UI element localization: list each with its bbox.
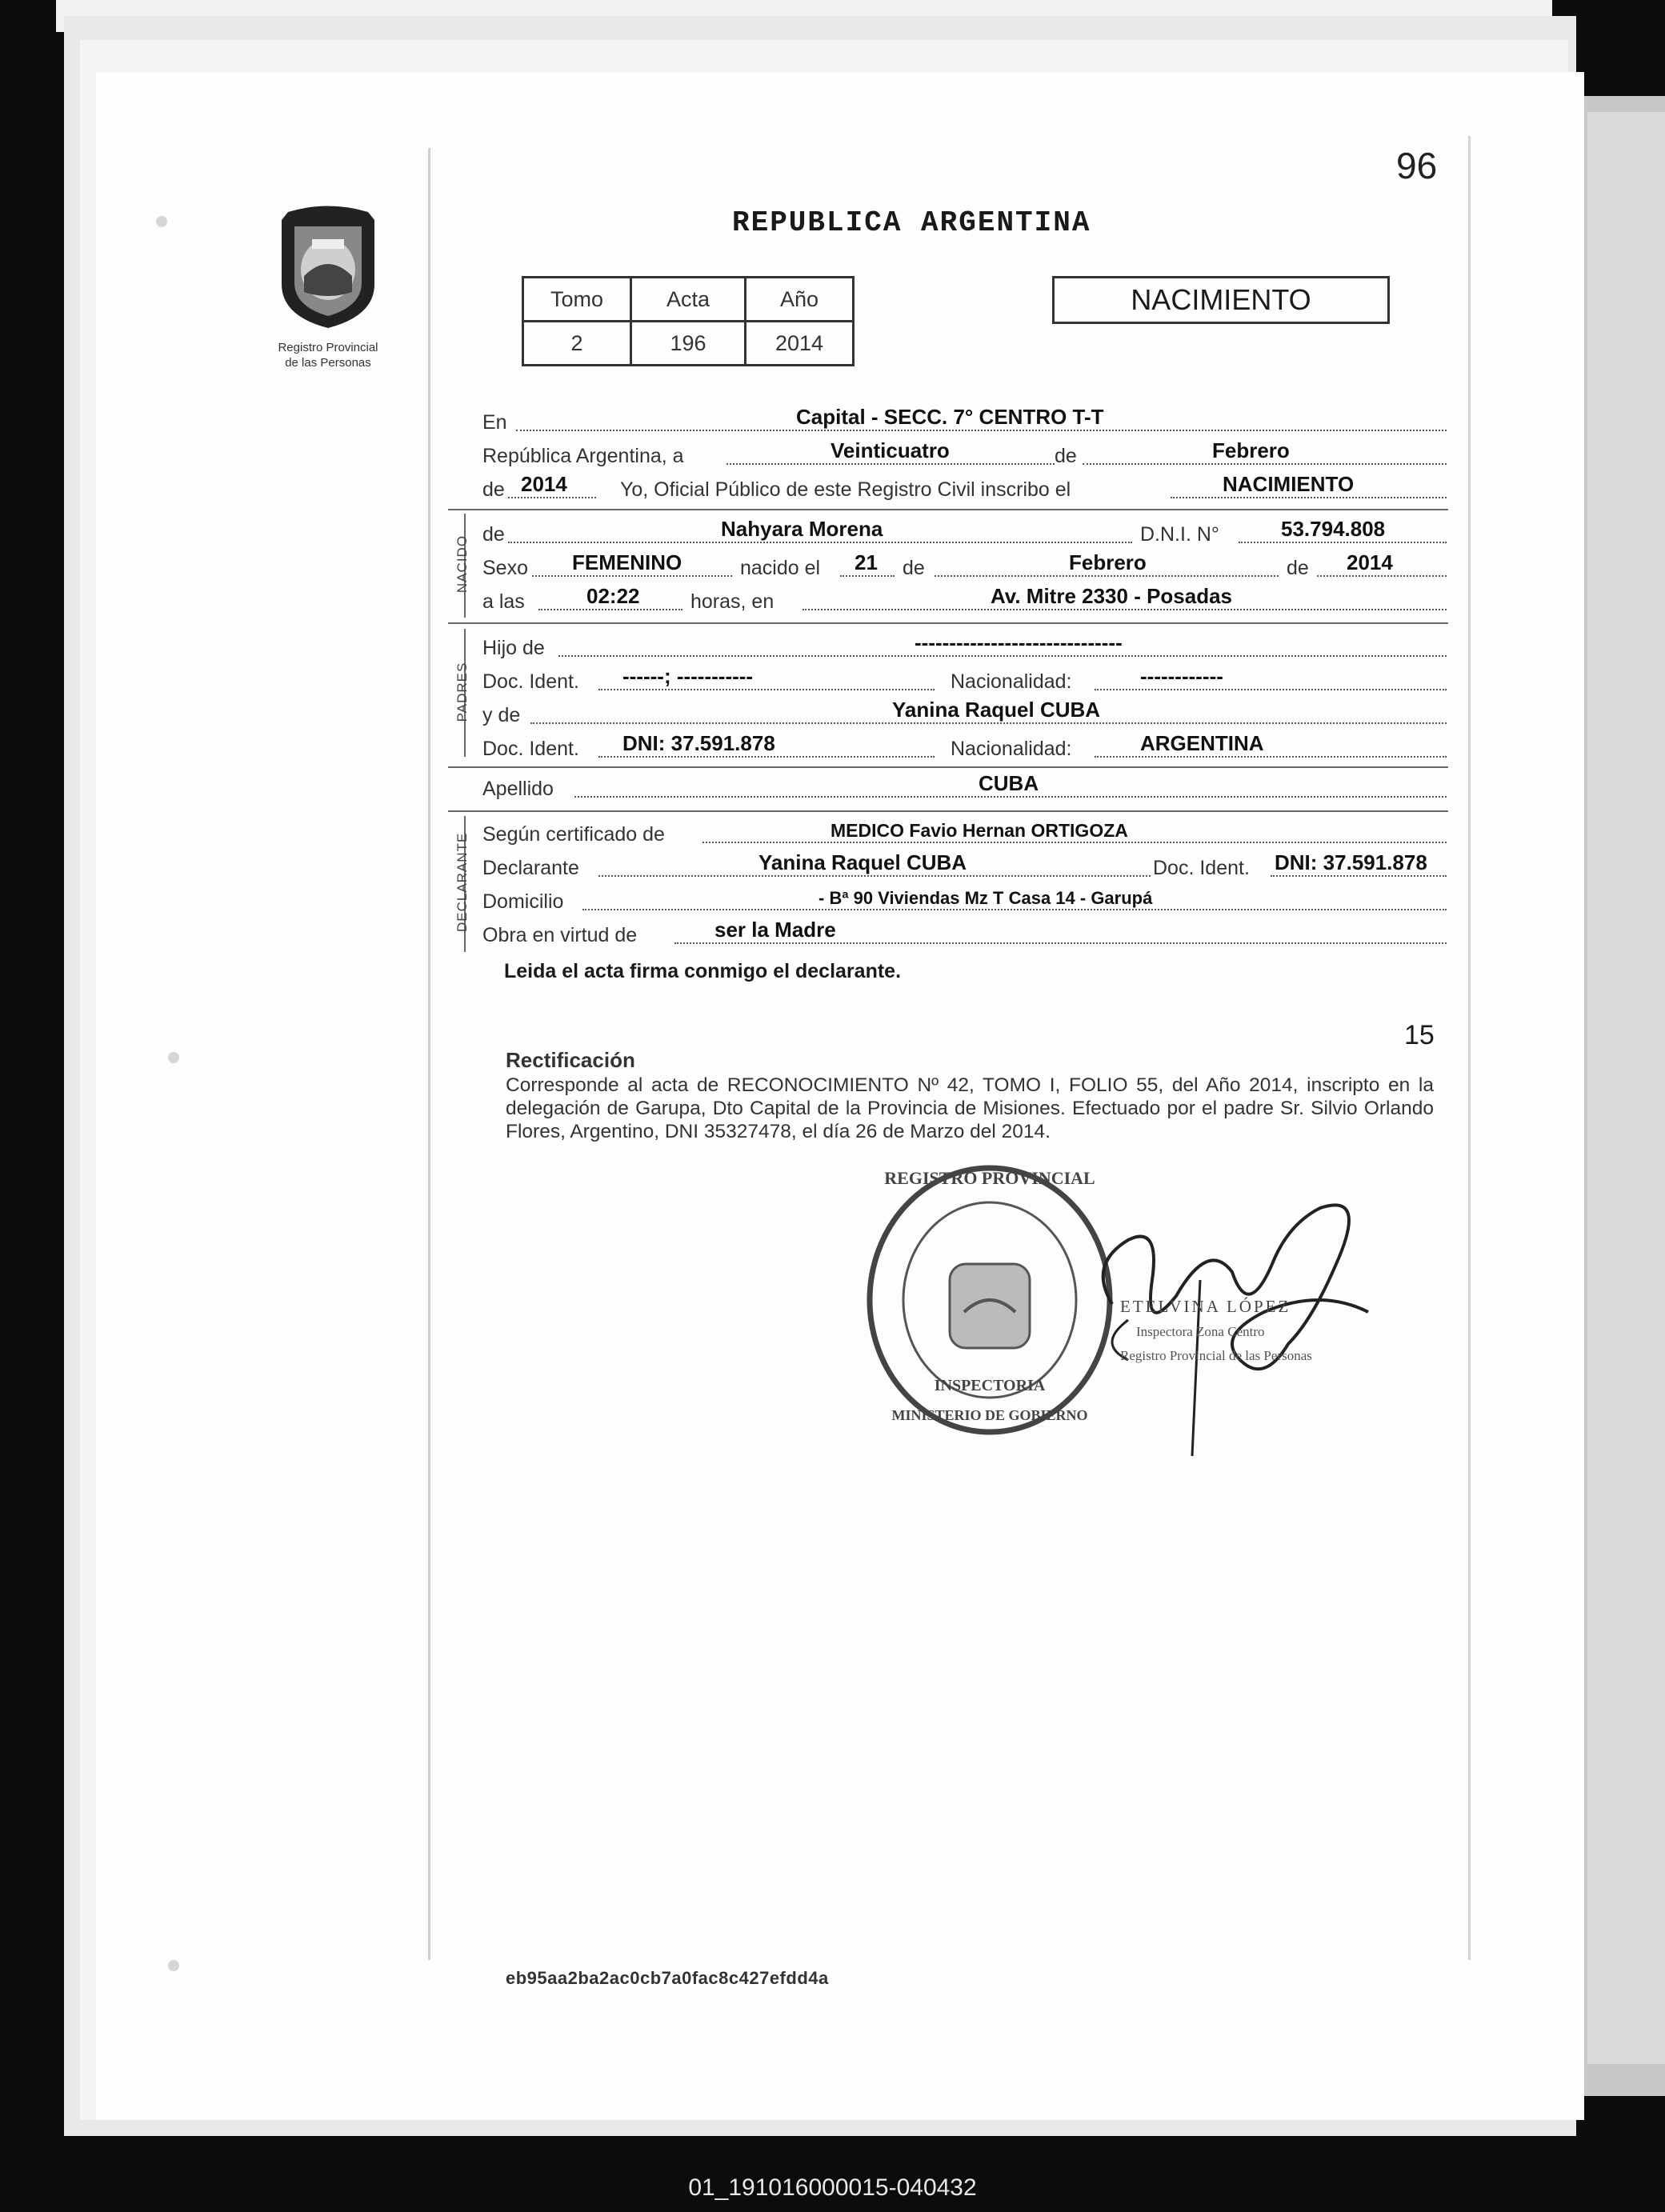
logo-caption-line: de las Personas: [285, 356, 371, 370]
field-value-apellido: CUBA: [979, 771, 1039, 795]
field-label: Según certificado de: [482, 823, 665, 846]
logo-caption: [240, 340, 416, 370]
field-label: de: [1055, 445, 1077, 467]
field-value-dia: Veinticuatro: [830, 438, 950, 462]
document-hash: eb95aa2ba2ac0cb7a0fac8c427efdd4a: [506, 1968, 829, 1988]
field-value-mes-nacimiento: Febrero: [1069, 550, 1147, 574]
field-row-declarante: [482, 850, 1447, 885]
punch-hole: [168, 1960, 179, 1971]
field-row-padre: [482, 630, 1447, 665]
field-row-inscribe: [482, 471, 1447, 506]
rectification-text: Corresponde al acta de RECONOCIMIENTO Nº 42, TOMO I, FOLIO 55, del Año 2014, inscripto en la delegación de Garupa, Dto Capital de la Provincia de Misiones. Efectuado por el padre Sr. Silvio Orlando Flores, Argentino, DNI 35327478, el día 26 de Marzo del 2014.: [506, 1074, 1434, 1142]
field-row-nombre: [482, 516, 1447, 551]
field-label: horas, en: [690, 590, 774, 613]
closing-statement: Leida el acta firma conmigo el declarante.: [504, 960, 902, 982]
signature-icon: [1080, 1176, 1416, 1472]
field-value-dia-nacimiento: 21: [855, 550, 878, 574]
field-value-sexo: FEMENINO: [572, 550, 682, 574]
province-shield-icon: [272, 204, 384, 332]
field-label: D.N.I. N°: [1140, 523, 1219, 546]
field-value-padre-nacionalidad: ------------: [1140, 664, 1223, 688]
field-label: de: [482, 523, 505, 546]
field-row-hora: [482, 583, 1447, 618]
field-value-obra: ser la Madre: [714, 918, 836, 942]
field-label: nacido el: [740, 557, 821, 579]
logo-caption-line: Registro Provincial: [278, 341, 378, 354]
field-label: Domicilio: [482, 890, 564, 913]
field-value-padre-doc: ------; -----------: [622, 664, 754, 688]
field-value-padre: ------------------------------: [915, 630, 1123, 654]
field-value-hora: 02:22: [586, 584, 640, 608]
field-label: Obra en virtud de: [482, 924, 638, 946]
field-row-sexo: [482, 550, 1447, 585]
rectification-title: Rectificación: [506, 1048, 635, 1072]
table-header-acta: Acta: [631, 278, 746, 322]
field-label: de: [1287, 557, 1309, 579]
field-row-padre-doc: [482, 663, 1447, 698]
section-label-declarante: DECLARANTE: [454, 832, 470, 932]
svg-text:REGISTRO PROVINCIAL: REGISTRO PROVINCIAL: [884, 1168, 1095, 1188]
field-label: En: [482, 411, 507, 434]
punch-hole: [156, 216, 167, 227]
field-row-obra: [482, 917, 1447, 952]
field-label: Doc. Ident.: [1153, 857, 1250, 879]
field-value-mes: Febrero: [1212, 438, 1290, 462]
section-label-nacido: NACIDO: [454, 534, 470, 594]
svg-text:INSPECTORIA: INSPECTORIA: [934, 1377, 1046, 1394]
page-number: 96: [1396, 145, 1438, 186]
punch-hole: [168, 1052, 179, 1063]
field-value-anio: 2014: [521, 472, 567, 496]
document-title: REPUBLICA ARGENTINA: [732, 206, 1091, 239]
field-value-anio-nacimiento: 2014: [1347, 550, 1393, 574]
note-number: 15: [1404, 1020, 1435, 1050]
field-label: Declarante: [482, 857, 579, 879]
svg-text:Inspectora Zona Centro: Inspectora Zona Centro: [1136, 1324, 1265, 1339]
field-label: Yo, Oficial Público de este Registro Civil inscribo el: [620, 478, 1071, 501]
form-frame-right: [1468, 136, 1471, 1960]
field-value-lugar-registro: Capital - SECC. 7° CENTRO T-T: [796, 405, 1104, 429]
field-label: Sexo: [482, 557, 528, 579]
field-value-declarante-doc: DNI: 37.591.878: [1275, 850, 1427, 874]
record-type-box: NACIMIENTO: [1052, 276, 1390, 324]
field-row-domicilio: [482, 883, 1447, 918]
form-frame-left: [428, 148, 430, 1960]
registry-table: [522, 276, 855, 366]
field-label: República Argentina, a: [482, 445, 684, 467]
section-label-padres: PADRES: [454, 662, 470, 722]
table-header-anio: Año: [746, 278, 854, 322]
field-value-domicilio: - Bª 90 Viviendas Mz T Casa 14 - Garupá: [818, 888, 1153, 908]
image-id-caption: 01_191016000015-040432: [688, 2174, 977, 2201]
field-value-nombre: Nahyara Morena: [721, 517, 883, 541]
field-value-inscribe: NACIMIENTO: [1223, 472, 1355, 496]
field-label: Nacionalidad:: [951, 738, 1072, 760]
field-value-declarante: Yanina Raquel CUBA: [758, 850, 967, 874]
field-label: Doc. Ident.: [482, 670, 579, 693]
field-value-certificado: MEDICO Favio Hernan ORTIGOZA: [830, 820, 1128, 841]
field-value-madre: Yanina Raquel CUBA: [892, 698, 1101, 722]
field-value-dni: 53.794.808: [1281, 517, 1386, 541]
svg-text:ETELVINA LÓPEZ: ETELVINA LÓPEZ: [1120, 1297, 1291, 1316]
table-cell-acta: 196: [631, 322, 746, 366]
svg-text:Registro Provincial de las Per: Registro Provincial de las Personas: [1120, 1348, 1312, 1363]
field-label: Hijo de: [482, 637, 545, 659]
field-value-madre-doc: DNI: 37.591.878: [622, 731, 775, 755]
svg-text:MINISTERIO DE GOBIERNO: MINISTERIO DE GOBIERNO: [891, 1407, 1088, 1423]
field-row-apellido: [482, 770, 1447, 806]
field-row-certificado: [482, 816, 1447, 851]
field-label: Apellido: [482, 778, 554, 800]
field-value-lugar-nacimiento: Av. Mitre 2330 - Posadas: [991, 584, 1233, 608]
table-cell-tomo: 2: [523, 322, 631, 366]
field-label: de: [482, 478, 505, 501]
field-label: Doc. Ident.: [482, 738, 579, 760]
field-row-fecha: [482, 438, 1447, 473]
field-label: a las: [482, 590, 525, 613]
field-row-madre: [482, 697, 1447, 732]
table-cell-anio: 2014: [746, 322, 854, 366]
field-value-madre-nacionalidad: ARGENTINA: [1140, 731, 1264, 755]
table-header-tomo: Tomo: [523, 278, 631, 322]
field-row-en: [482, 404, 1447, 439]
field-label: y de: [482, 704, 521, 726]
field-label: Nacionalidad:: [951, 670, 1072, 693]
field-row-madre-doc: [482, 730, 1447, 766]
field-label: de: [903, 557, 925, 579]
